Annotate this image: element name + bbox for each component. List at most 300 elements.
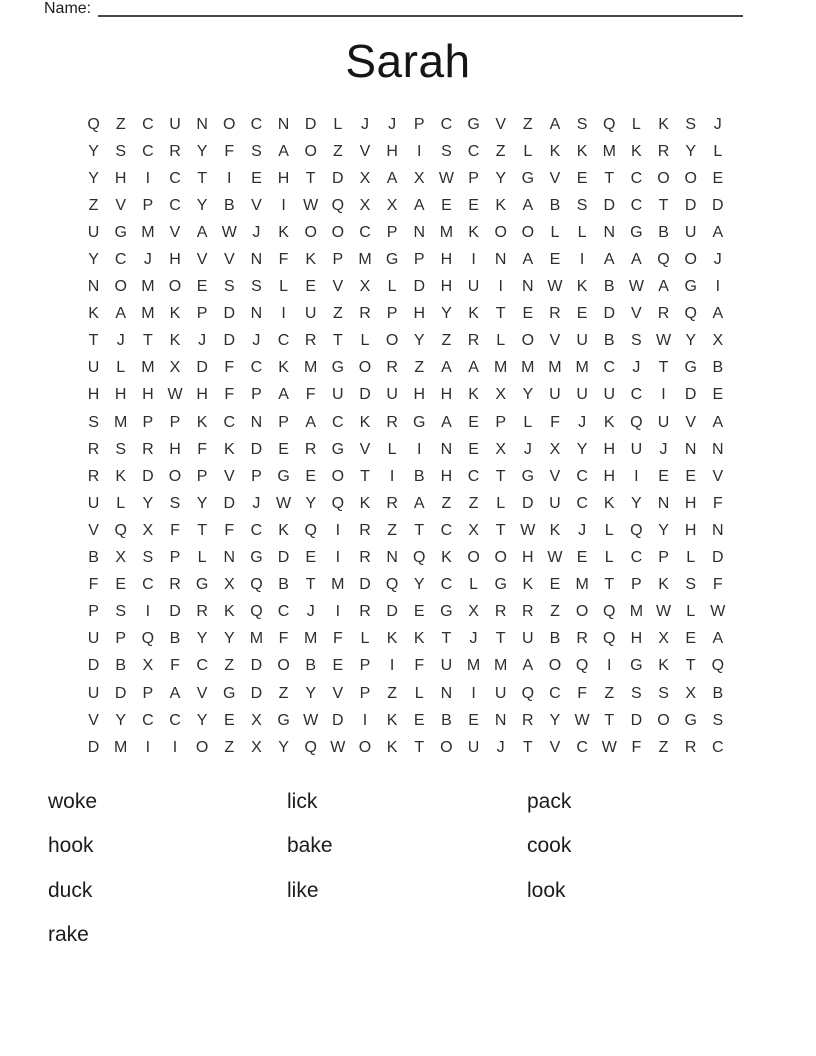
name-label: Name: [44, 0, 92, 17]
grid-letter: N [277, 115, 290, 133]
grid-letter: T [604, 576, 615, 594]
grid-letter: W [303, 196, 319, 214]
grid-letter: E [332, 657, 344, 675]
grid-letter: I [715, 278, 721, 296]
grid-letter: G [467, 115, 480, 133]
grid-letter: L [604, 549, 614, 567]
grid-letter: S [251, 142, 262, 160]
grid-letter: D [359, 386, 371, 404]
grid-letter: P [142, 196, 154, 214]
word-list-item: lick [287, 790, 318, 814]
grid-letter: F [88, 576, 99, 594]
grid-letter: I [661, 386, 666, 404]
grid-letter: N [223, 549, 236, 567]
grid-letter: C [250, 115, 263, 133]
word-list-item: cook [527, 834, 572, 858]
grid-letter: K [305, 251, 317, 269]
grid-letter: G [684, 359, 697, 377]
grid-letter: Y [115, 711, 127, 729]
grid-letter: D [304, 115, 317, 133]
grid-letter: A [712, 223, 724, 241]
grid-letter: D [142, 467, 154, 485]
grid-letter: Y [88, 142, 99, 160]
grid-letter: M [494, 657, 508, 675]
grid-letter: E [522, 305, 534, 323]
grid-letter: U [467, 278, 480, 296]
grid-letter: R [684, 738, 697, 756]
grid-letter: O [223, 115, 236, 133]
grid-letter: G [684, 278, 697, 296]
grid-letter: B [169, 630, 181, 648]
word-list-item: duck [48, 878, 93, 902]
grid-letter: A [712, 305, 724, 323]
grid-letter: W [655, 603, 672, 621]
grid-letter: G [494, 576, 507, 594]
grid-letter: I [498, 278, 503, 296]
grid-letter: D [630, 711, 643, 729]
grid-letter: J [116, 332, 125, 350]
grid-letter: C [576, 467, 588, 485]
grid-letter: L [279, 278, 288, 296]
grid-letter: Q [304, 521, 317, 539]
grid-letter: T [332, 332, 343, 350]
grid-letter: V [115, 196, 127, 214]
grid-letter: L [496, 494, 506, 512]
grid-letter: C [440, 115, 453, 133]
grid-letter: A [522, 196, 534, 214]
grid-letter: P [142, 413, 154, 431]
grid-letter: V [712, 467, 724, 485]
grid-letter: F [224, 521, 235, 539]
grid-letter: H [114, 386, 127, 404]
grid-letter: V [88, 521, 99, 539]
grid-letter: S [685, 576, 696, 594]
grid-letter: I [335, 549, 341, 567]
grid-letter: T [495, 305, 506, 323]
grid-letter: E [223, 711, 235, 729]
grid-letter: I [145, 603, 151, 621]
grid-letter: V [332, 684, 344, 702]
grid-letter: A [278, 142, 289, 160]
grid-letter: D [522, 494, 534, 512]
grid-letter: V [223, 467, 235, 485]
grid-letter: M [358, 251, 372, 269]
grid-letter: R [87, 467, 100, 485]
grid-letter: U [87, 359, 100, 377]
grid-letter: A [441, 359, 452, 377]
grid-letter: J [578, 521, 587, 539]
grid-letter: H [413, 386, 426, 404]
grid-letter: U [576, 386, 588, 404]
grid-letter: O [358, 738, 372, 756]
grid-letter: J [713, 251, 722, 269]
grid-letter: Y [88, 169, 99, 187]
grid-letter: L [116, 359, 126, 377]
grid-letter: F [550, 413, 560, 431]
grid-letter: F [224, 386, 235, 404]
grid-letter: H [440, 386, 453, 404]
grid-letter: O [684, 251, 697, 269]
grid-letter: K [549, 142, 561, 160]
grid-letter: A [522, 657, 534, 675]
grid-letter: F [224, 359, 235, 377]
grid-letter: L [523, 142, 533, 160]
grid-letter: X [142, 521, 154, 539]
grid-letter: S [169, 494, 181, 512]
grid-letter: S [115, 142, 127, 160]
grid-letter: D [603, 305, 616, 323]
grid-letter: Z [414, 359, 425, 377]
grid-letter: Y [549, 711, 561, 729]
grid-letter: R [304, 440, 317, 458]
name-row [44, 0, 743, 17]
word-column [527, 780, 571, 913]
grid-letter: D [114, 684, 127, 702]
grid-letter: M [141, 278, 155, 296]
grid-letter: Z [224, 738, 235, 756]
grid-letter: Q [521, 684, 535, 702]
grid-letter: W [655, 332, 672, 350]
grid-letter: Y [142, 494, 154, 512]
grid-letter: J [252, 494, 261, 512]
grid-letter: C [630, 169, 643, 187]
grid-letter: Y [522, 386, 534, 404]
grid-letter: M [439, 223, 454, 241]
grid-letter: L [550, 223, 560, 241]
grid-letter: U [87, 684, 100, 702]
grid-letter: T [414, 738, 425, 756]
grid-letter: C [467, 467, 480, 485]
grid-letter: N [712, 521, 724, 539]
grid-letter: B [115, 657, 127, 675]
grid-letter: E [468, 440, 479, 458]
grid-letter: G [521, 169, 535, 187]
grid-letter: N [657, 494, 670, 512]
grid-letter: Q [575, 657, 589, 675]
grid-letter: U [87, 223, 100, 241]
grid-letter: M [331, 576, 345, 594]
grid-letter: D [359, 576, 371, 594]
grid-letter: P [495, 413, 507, 431]
grid-letter: Y [223, 630, 235, 648]
grid-letter: J [143, 251, 152, 269]
grid-letter: T [604, 711, 615, 729]
grid-letter: H [522, 549, 534, 567]
grid-letter: Q [630, 413, 643, 431]
grid-letter: P [196, 467, 208, 485]
grid-letter: U [684, 223, 697, 241]
grid-letter: M [466, 657, 481, 675]
grid-letter: B [603, 332, 615, 350]
grid-letter: L [496, 332, 506, 350]
grid-letter: X [495, 440, 507, 458]
grid-letter: G [413, 413, 426, 431]
grid-letter: I [335, 603, 341, 621]
grid-letter: H [87, 386, 100, 404]
grid-letter: A [305, 413, 317, 431]
grid-letter: F [712, 494, 723, 512]
grid-letter: P [631, 576, 642, 594]
grid-letter: V [196, 251, 208, 269]
grid-letter: P [386, 305, 398, 323]
grid-letter: U [603, 386, 616, 404]
grid-letter: F [170, 657, 180, 675]
grid-letter: S [441, 142, 452, 160]
grid-letter: O [494, 223, 507, 241]
grid-letter: Y [278, 738, 289, 756]
grid-letter: K [576, 278, 588, 296]
grid-letter: Z [88, 196, 99, 214]
grid-letter: U [657, 413, 670, 431]
grid-letter: L [631, 115, 641, 133]
grid-letter: I [471, 251, 476, 269]
grid-letter: U [630, 440, 643, 458]
grid-letter: E [576, 169, 588, 187]
grid-letter: R [169, 576, 181, 594]
grid-letter: W [628, 278, 644, 296]
grid-letter: O [521, 332, 535, 350]
grid-letter: E [576, 549, 588, 567]
grid-letter: M [114, 738, 128, 756]
grid-letter: D [250, 684, 263, 702]
grid-letter: T [658, 196, 669, 214]
grid-letter: T [685, 657, 696, 675]
grid-letter: T [495, 521, 506, 539]
grid-letter: E [305, 467, 317, 485]
grid-letter: W [547, 278, 563, 296]
grid-letter: R [359, 549, 371, 567]
grid-letter: G [250, 549, 263, 567]
grid-letter: U [549, 386, 561, 404]
grid-letter: V [549, 332, 561, 350]
grid-letter: C [277, 332, 290, 350]
grid-letter: D [250, 440, 263, 458]
grid-letter: B [441, 711, 452, 729]
grid-letter: C [549, 684, 561, 702]
grid-letter: Q [331, 196, 345, 214]
grid-letter: G [195, 576, 209, 594]
grid-letter: Q [711, 657, 725, 675]
grid-letter: I [172, 738, 178, 756]
word-list-item: rake [48, 923, 89, 947]
grid-letter: H [684, 521, 697, 539]
grid-letter: N [440, 684, 453, 702]
grid-letter: H [440, 278, 453, 296]
grid-letter: Q [114, 521, 127, 539]
grid-letter: N [494, 251, 507, 269]
grid-letter: B [712, 684, 724, 702]
grid-letter: P [88, 603, 99, 621]
grid-letter: E [468, 413, 479, 431]
grid-letter: F [278, 251, 289, 269]
grid-letter: Y [196, 142, 208, 160]
grid-letter: V [685, 413, 696, 431]
grid-letter: O [440, 738, 453, 756]
grid-letter: Z [550, 603, 560, 621]
grid-letter: O [331, 467, 345, 485]
grid-letter: Y [685, 142, 696, 160]
grid-letter: Q [413, 549, 426, 567]
grid-letter: B [712, 359, 724, 377]
grid-letter: C [142, 711, 154, 729]
grid-letter: E [712, 169, 724, 187]
grid-letter: O [114, 278, 127, 296]
grid-letter: P [142, 684, 154, 702]
grid-letter: B [413, 467, 425, 485]
grid-letter: W [438, 169, 454, 187]
grid-letter: V [549, 169, 561, 187]
grid-letter: P [413, 115, 425, 133]
grid-letter: C [142, 576, 154, 594]
grid-letter: F [577, 684, 587, 702]
grid-letter: A [522, 251, 534, 269]
grid-letter: K [359, 494, 371, 512]
grid-letter: D [223, 305, 236, 323]
grid-letter: Z [278, 684, 289, 702]
grid-letter: X [386, 196, 398, 214]
word-column [48, 780, 97, 957]
grid-letter: B [88, 549, 99, 567]
grid-letter: F [197, 440, 208, 458]
grid-letter: K [223, 603, 235, 621]
grid-letter: V [223, 251, 235, 269]
grid-letter: X [495, 386, 507, 404]
word-list-item: bake [287, 834, 333, 858]
grid-letter: N [440, 440, 453, 458]
grid-letter: K [386, 711, 398, 729]
grid-letter: E [278, 440, 289, 458]
grid-letter: N [386, 549, 398, 567]
grid-letter: S [631, 332, 642, 350]
grid-letter: V [251, 196, 262, 214]
grid-letter: G [277, 467, 290, 485]
grid-letter: C [712, 738, 724, 756]
grid-letter: J [496, 738, 505, 756]
grid-letter: M [304, 630, 318, 648]
grid-letter: B [223, 196, 235, 214]
grid-letter: R [359, 603, 371, 621]
grid-letter: D [684, 386, 697, 404]
grid-letter: P [251, 467, 262, 485]
grid-letter: E [712, 386, 724, 404]
grid-letter: Z [115, 115, 126, 133]
grid-letter: C [142, 142, 154, 160]
grid-letter: C [332, 413, 344, 431]
grid-letter: G [630, 657, 643, 675]
word-list-item: woke [48, 790, 98, 814]
grid-letter: O [304, 223, 317, 241]
grid-letter: O [304, 142, 317, 160]
grid-letter: Y [495, 169, 507, 187]
grid-letter: H [196, 386, 208, 404]
grid-letter: T [197, 169, 208, 187]
grid-letter: X [359, 278, 371, 296]
grid-letter: H [440, 251, 453, 269]
grid-letter: A [549, 115, 561, 133]
grid-letter: Y [441, 305, 452, 323]
grid-letter: P [251, 386, 262, 404]
grid-letter: M [249, 630, 264, 648]
grid-letter: Q [603, 630, 616, 648]
grid-letter: C [440, 521, 453, 539]
grid-letter: T [495, 630, 506, 648]
grid-letter: E [305, 549, 317, 567]
grid-letter: V [549, 738, 561, 756]
grid-letter: O [358, 359, 372, 377]
grid-letter: J [578, 413, 587, 431]
grid-letter: U [467, 738, 480, 756]
grid-letter: I [362, 711, 368, 729]
grid-letter: K [603, 494, 615, 512]
grid-letter: O [575, 603, 589, 621]
grid-letter: D [87, 738, 100, 756]
grid-letter: A [278, 386, 289, 404]
grid-letter: B [658, 223, 669, 241]
grid-letter: Z [332, 142, 343, 160]
grid-letter: M [114, 413, 128, 431]
grid-letter: X [549, 440, 561, 458]
grid-letter: V [196, 684, 208, 702]
grid-letter: R [359, 305, 371, 323]
grid-letter: C [114, 251, 127, 269]
grid-letter: Q [684, 305, 697, 323]
grid-letter: A [196, 223, 208, 241]
grid-letter: A [386, 169, 398, 187]
grid-letter: I [335, 521, 341, 539]
grid-letter: F [170, 521, 180, 539]
grid-letter: T [88, 332, 99, 350]
grid-letter: Z [604, 684, 615, 702]
grid-letter: M [548, 359, 562, 377]
grid-letter: G [521, 467, 535, 485]
grid-letter: S [115, 603, 127, 621]
grid-letter: R [549, 305, 561, 323]
grid-letter: K [522, 576, 534, 594]
grid-letter: C [576, 494, 588, 512]
grid-letter: X [712, 332, 724, 350]
grid-letter: N [250, 413, 263, 431]
word-list-item: pack [527, 790, 572, 814]
grid-letter: I [607, 657, 612, 675]
grid-letter: I [389, 657, 395, 675]
grid-letter: K [278, 521, 289, 539]
grid-letter: N [712, 440, 724, 458]
grid-letter: S [658, 684, 669, 702]
grid-letter: O [521, 223, 535, 241]
grid-letter: N [250, 305, 263, 323]
grid-letter: E [305, 278, 317, 296]
grid-letter: A [169, 684, 181, 702]
grid-letter: C [630, 549, 643, 567]
grid-letter: F [631, 738, 642, 756]
grid-letter: D [386, 603, 398, 621]
grid-letter: B [549, 196, 561, 214]
grid-letter: I [227, 169, 232, 187]
grid-letter: X [359, 196, 371, 214]
word-column [287, 780, 333, 913]
grid-letter: U [304, 305, 317, 323]
grid-letter: X [413, 169, 425, 187]
grid-letter: W [710, 603, 726, 621]
grid-letter: H [413, 305, 426, 323]
grid-letter: P [169, 549, 181, 567]
grid-letter: C [196, 657, 208, 675]
grid-letter: R [87, 440, 100, 458]
grid-letter: G [114, 223, 127, 241]
grid-letter: D [332, 711, 344, 729]
grid-letter: S [88, 413, 99, 431]
grid-letter: H [114, 169, 127, 187]
